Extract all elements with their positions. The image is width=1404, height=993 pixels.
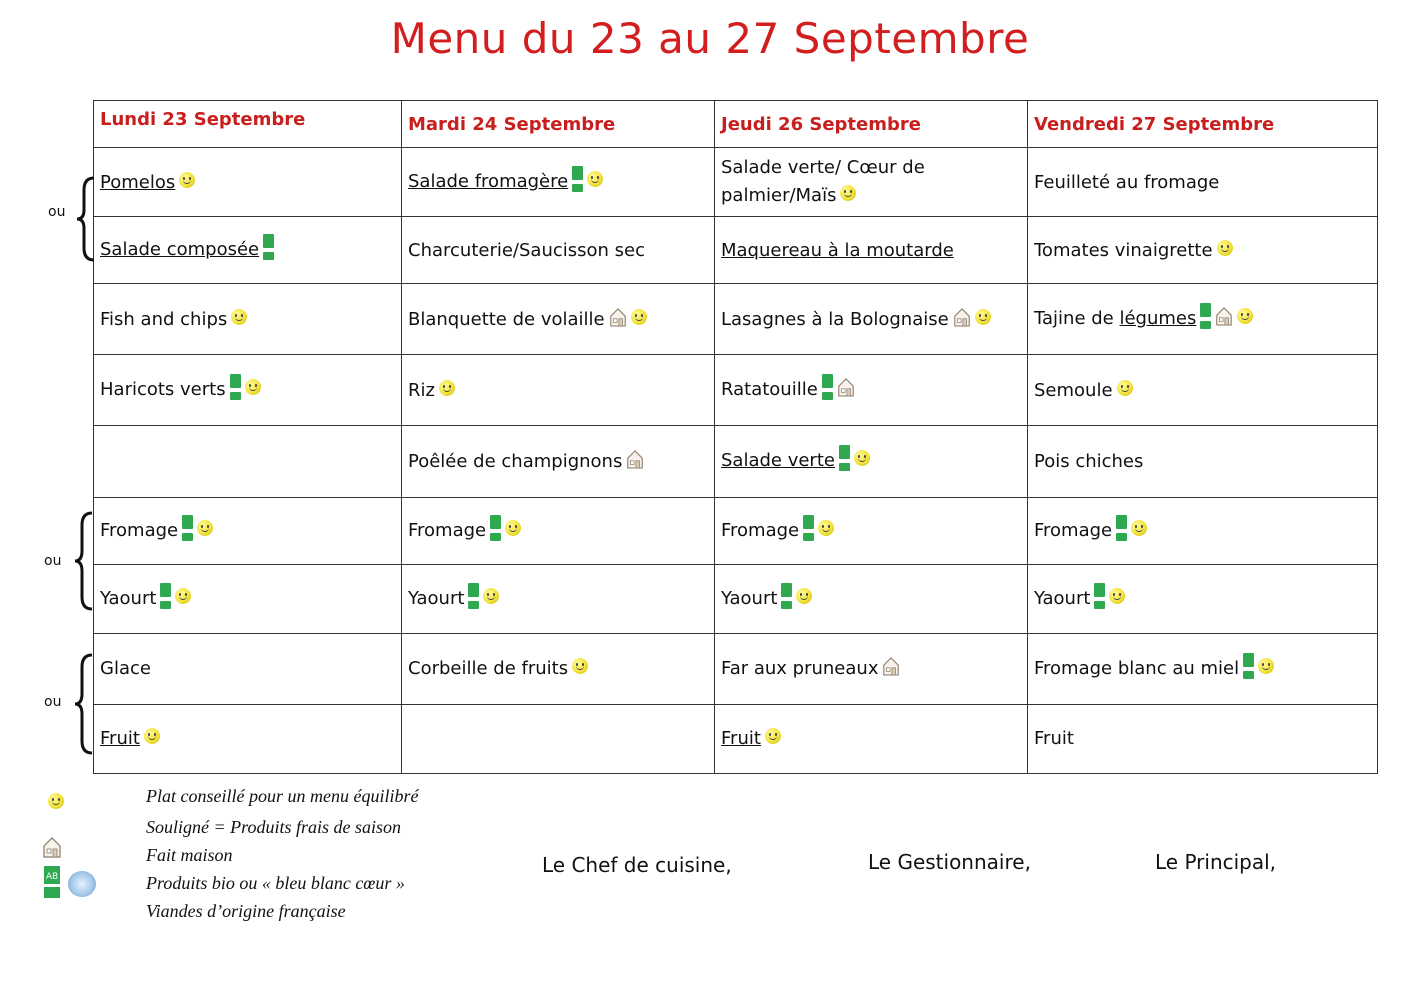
menu-cell bbox=[402, 497, 715, 564]
dish-name: Fruit bbox=[721, 728, 761, 750]
house-icon bbox=[837, 377, 855, 397]
dish-name: Fromage blanc au miel bbox=[1034, 657, 1240, 679]
smiley-icon bbox=[1217, 240, 1233, 256]
signature-gestionnaire: Le Gestionnaire, bbox=[868, 850, 1031, 874]
dish-name: Riz bbox=[408, 379, 435, 401]
menu-cell bbox=[715, 217, 1028, 284]
dish-name: Lasagnes à la Bolognaise bbox=[721, 308, 949, 330]
house-icon bbox=[609, 307, 627, 327]
bio-ab-icon bbox=[1116, 515, 1127, 541]
bio-ab-icon bbox=[1200, 303, 1211, 329]
day-header-jeudi: Jeudi 26 Septembre bbox=[715, 101, 1028, 148]
menu-cell bbox=[402, 633, 715, 704]
menu-row bbox=[94, 426, 1378, 497]
dish-name: Salade composée bbox=[100, 239, 260, 261]
menu-cell bbox=[402, 148, 715, 217]
house-icon bbox=[1215, 306, 1233, 326]
dish-name: Fruit bbox=[1034, 728, 1074, 750]
menu-cell bbox=[402, 426, 715, 497]
smiley-icon bbox=[1237, 308, 1253, 324]
menu-cell bbox=[94, 217, 402, 284]
dish-name: Corbeille de fruits bbox=[408, 658, 569, 680]
dish-name: Ratatouille bbox=[721, 379, 818, 401]
smiley-icon bbox=[854, 450, 870, 466]
signature-principal: Le Principal, bbox=[1155, 850, 1277, 874]
bio-ab-icon bbox=[182, 515, 193, 541]
menu-cell bbox=[94, 704, 402, 773]
brace-dessert bbox=[74, 653, 94, 755]
menu-cell bbox=[1028, 704, 1378, 773]
dish-name: Haricots verts bbox=[100, 379, 226, 401]
smiley-icon bbox=[1258, 658, 1274, 674]
menu-row bbox=[94, 284, 1378, 355]
menu-row bbox=[94, 217, 1378, 284]
menu-cell bbox=[715, 497, 1028, 564]
bio-ab-icon bbox=[490, 515, 501, 541]
smiley-icon bbox=[231, 309, 247, 325]
signature-chef: Le Chef de cuisine, bbox=[542, 853, 732, 877]
dish-name: Pois chiches bbox=[1034, 450, 1144, 472]
bio-ab-icon bbox=[781, 583, 792, 609]
menu-cell bbox=[1028, 633, 1378, 704]
brace-entree bbox=[76, 176, 96, 262]
bio-ab-icon bbox=[160, 583, 171, 609]
svg-text:AB: AB bbox=[45, 872, 59, 882]
bio-ab-icon bbox=[822, 374, 833, 400]
menu-row bbox=[94, 355, 1378, 426]
dish-name: Yaourt bbox=[721, 587, 778, 609]
bio-ab-icon bbox=[1094, 583, 1105, 609]
menu-table bbox=[93, 100, 1378, 774]
menu-cell bbox=[94, 148, 402, 217]
bio-ab-icon bbox=[803, 515, 814, 541]
menu-cell bbox=[94, 633, 402, 704]
legend-smiley-icon bbox=[48, 793, 64, 809]
menu-cell bbox=[402, 704, 715, 773]
legend-bleu-blanc-coeur-icon bbox=[68, 871, 96, 897]
dish-name: Fromage bbox=[408, 519, 487, 541]
menu-row bbox=[94, 704, 1378, 773]
dish-name: Fromage bbox=[1034, 519, 1113, 541]
smiley-icon bbox=[144, 728, 160, 744]
smiley-icon bbox=[505, 520, 521, 536]
legend-smiley-text: Plat conseillé pour un menu équilibré bbox=[146, 786, 419, 806]
bio-ab-icon bbox=[468, 583, 479, 609]
smiley-icon bbox=[818, 520, 834, 536]
smiley-icon bbox=[483, 588, 499, 604]
smiley-icon bbox=[175, 588, 191, 604]
smiley-icon bbox=[245, 379, 261, 395]
smiley-icon bbox=[796, 588, 812, 604]
menu-cell bbox=[402, 355, 715, 426]
dish-name: Pomelos bbox=[100, 171, 176, 193]
bio-ab-icon bbox=[839, 445, 850, 471]
menu-cell bbox=[1028, 148, 1378, 217]
menu-cell bbox=[1028, 564, 1378, 633]
smiley-icon bbox=[631, 309, 647, 325]
menu-cell bbox=[715, 355, 1028, 426]
dish-name: Charcuterie/Saucisson sec bbox=[408, 239, 645, 261]
dish-name: Fromage bbox=[100, 519, 179, 541]
bio-ab-icon bbox=[230, 374, 241, 400]
menu-cell bbox=[402, 217, 715, 284]
dish-name: Tajine de bbox=[1034, 308, 1120, 330]
dish-name: Yaourt bbox=[1034, 587, 1091, 609]
menu-cell bbox=[402, 284, 715, 355]
dish-name: Salade fromagère bbox=[408, 171, 569, 193]
menu-cell bbox=[715, 426, 1028, 497]
dish-name: Yaourt bbox=[408, 587, 465, 609]
menu-cell bbox=[94, 564, 402, 633]
dish-name: Maquereau à la moutarde bbox=[721, 239, 954, 261]
smiley-icon bbox=[1109, 588, 1125, 604]
dish-name: Salade verte bbox=[721, 450, 835, 472]
menu-cell bbox=[1028, 426, 1378, 497]
menu-cell bbox=[1028, 284, 1378, 355]
menu-cell bbox=[94, 284, 402, 355]
dish-name: Feuilleté au fromage bbox=[1034, 171, 1220, 193]
menu-cell bbox=[1028, 497, 1378, 564]
dish-name: Tomates vinaigrette bbox=[1034, 239, 1213, 261]
dish-name: Fromage bbox=[721, 519, 800, 541]
day-header-lundi: Lundi 23 Septembre bbox=[94, 101, 402, 148]
dish-name: légumes bbox=[1119, 308, 1197, 330]
ou-label-laitage: ou bbox=[44, 553, 62, 569]
bio-ab-icon bbox=[1243, 653, 1254, 679]
smiley-icon bbox=[439, 380, 455, 396]
menu-cell bbox=[1028, 217, 1378, 284]
legend-house-icon bbox=[42, 836, 62, 862]
menu-cell bbox=[715, 633, 1028, 704]
menu-cell bbox=[94, 426, 402, 497]
bio-ab-icon bbox=[572, 166, 583, 192]
dish-name: Yaourt bbox=[100, 587, 157, 609]
legend-maison-text: Fait maison bbox=[146, 845, 233, 865]
bio-ab-icon bbox=[263, 234, 274, 260]
menu-cell bbox=[94, 497, 402, 564]
menu-row bbox=[94, 633, 1378, 704]
dish-name: Fish and chips bbox=[100, 308, 228, 330]
house-icon bbox=[626, 449, 644, 469]
legend-bio-text: Produits bio ou « bleu blanc cœur » bbox=[146, 873, 405, 893]
legend-viandes-text: Viandes d’origine française bbox=[146, 901, 346, 921]
menu-cell bbox=[94, 355, 402, 426]
smiley-icon bbox=[572, 658, 588, 674]
house-icon bbox=[882, 656, 900, 676]
day-header-vendredi: Vendredi 27 Septembre bbox=[1028, 101, 1378, 148]
menu-row bbox=[94, 564, 1378, 633]
menu-row bbox=[94, 148, 1378, 217]
menu-cell bbox=[715, 564, 1028, 633]
brace-laitage bbox=[74, 511, 94, 611]
smiley-icon bbox=[1131, 520, 1147, 536]
smiley-icon bbox=[179, 172, 195, 188]
smiley-icon bbox=[587, 171, 603, 187]
day-header-mardi: Mardi 24 Septembre bbox=[402, 101, 715, 148]
menu-cell bbox=[402, 564, 715, 633]
menu-cell bbox=[715, 148, 1028, 217]
dish-name: Glace bbox=[100, 658, 151, 680]
smiley-icon bbox=[197, 520, 213, 536]
menu-row bbox=[94, 497, 1378, 564]
ou-label-dessert: ou bbox=[44, 694, 62, 710]
dish-name: Poêlée de champignons bbox=[408, 450, 623, 472]
legend-saison-text: Souligné = Produits frais de saison bbox=[146, 817, 401, 837]
smiley-icon bbox=[1117, 380, 1133, 396]
smiley-icon bbox=[975, 309, 991, 325]
dish-name: Far aux pruneaux bbox=[721, 658, 879, 680]
legend-bio-icon bbox=[44, 866, 60, 902]
menu-cell bbox=[715, 284, 1028, 355]
menu-title: Menu du 23 au 27 Septembre bbox=[390, 14, 1030, 63]
menu-cell bbox=[1028, 355, 1378, 426]
smiley-icon bbox=[840, 185, 856, 201]
menu-cell bbox=[715, 704, 1028, 773]
dish-name: Fruit bbox=[100, 728, 140, 750]
smiley-icon bbox=[765, 728, 781, 744]
house-icon bbox=[953, 307, 971, 327]
day-header-row bbox=[94, 101, 1378, 148]
dish-name: Salade verte/ Cœur de palmier/Maïs bbox=[721, 157, 925, 207]
dish-name: Blanquette de volaille bbox=[408, 308, 605, 330]
ou-label-entree: ou bbox=[48, 204, 66, 220]
dish-name: Semoule bbox=[1034, 379, 1113, 401]
